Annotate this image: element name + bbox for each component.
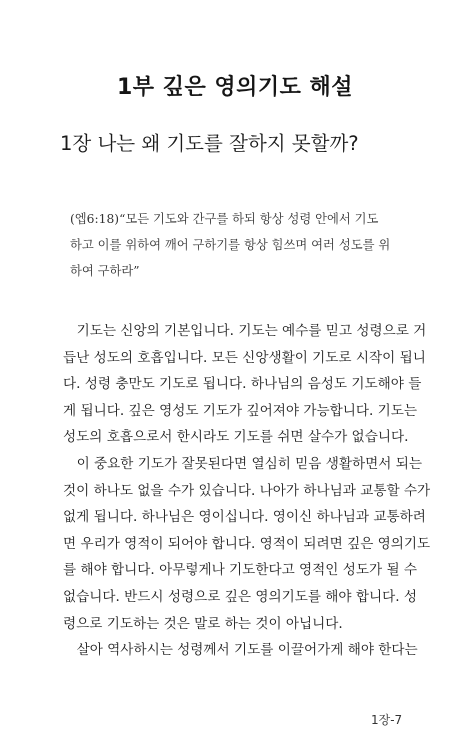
part-title: 1부 깊은 영의기도 해설 [116, 75, 354, 100]
page-number: 1장-7 [371, 713, 403, 727]
quote-line: 하고 이를 위하여 깨어 구하기를 항상 힘쓰며 여러 성도를 위 [70, 238, 391, 252]
body-line: 이 중요한 기도가 잘못된다면 열심히 믿음 생활하면서 되는 [63, 455, 422, 472]
body-line: 면 우리가 영적이 되어야 합니다. 영적이 되려면 깊은 영의기도 [63, 535, 431, 552]
body-line: 성도의 호흡으로서 한시라도 기도를 쉬면 살수가 없습니다. [63, 429, 409, 446]
body-line: 없습니다. 반드시 성령으로 깊은 영의기도를 해야 합니다. 성 [63, 588, 418, 605]
quote-line: 하여 구하라” [70, 264, 140, 278]
scripture-quote [70, 206, 402, 284]
body-line: 다. 성령 충만도 기도로 됩니다. 하나님의 음성도 기도해야 들 [63, 376, 422, 393]
body-line: 를 해야 합니다. 아무렇게나 기도한다고 영적인 성도가 될 수 [63, 562, 418, 579]
chapter-title: 1장 나는 왜 기도를 잘하지 못할까? [60, 132, 359, 155]
body-line: 것이 하나도 없을 수가 있습니다. 나아가 하나님과 교통할 수가 [63, 482, 431, 499]
body-line: 없게 됩니다. 하나님은 영이십니다. 영이신 하나님과 교통하려 [63, 509, 426, 526]
body-line: 게 됩니다. 깊은 영성도 기도가 깊어져야 가능합니다. 기도는 [63, 402, 418, 419]
body-line: 살아 역사하시는 성령께서 기도를 이끌어가게 해야 한다는 [63, 642, 418, 659]
body-line: 듭난 성도의 호흡입니다. 모든 신앙생활이 기도로 시작이 됩니 [63, 349, 426, 366]
body-text [63, 318, 431, 664]
body-line: 기도는 신앙의 기본입니다. 기도는 예수를 믿고 성령으로 거 [63, 323, 427, 339]
body-line: 령으로 기도하는 것은 말로 하는 것이 아닙니다. [63, 615, 343, 632]
quote-line: (엡6:18)“모든 기도와 간구를 하되 항상 성령 안에서 기도 [70, 212, 379, 226]
